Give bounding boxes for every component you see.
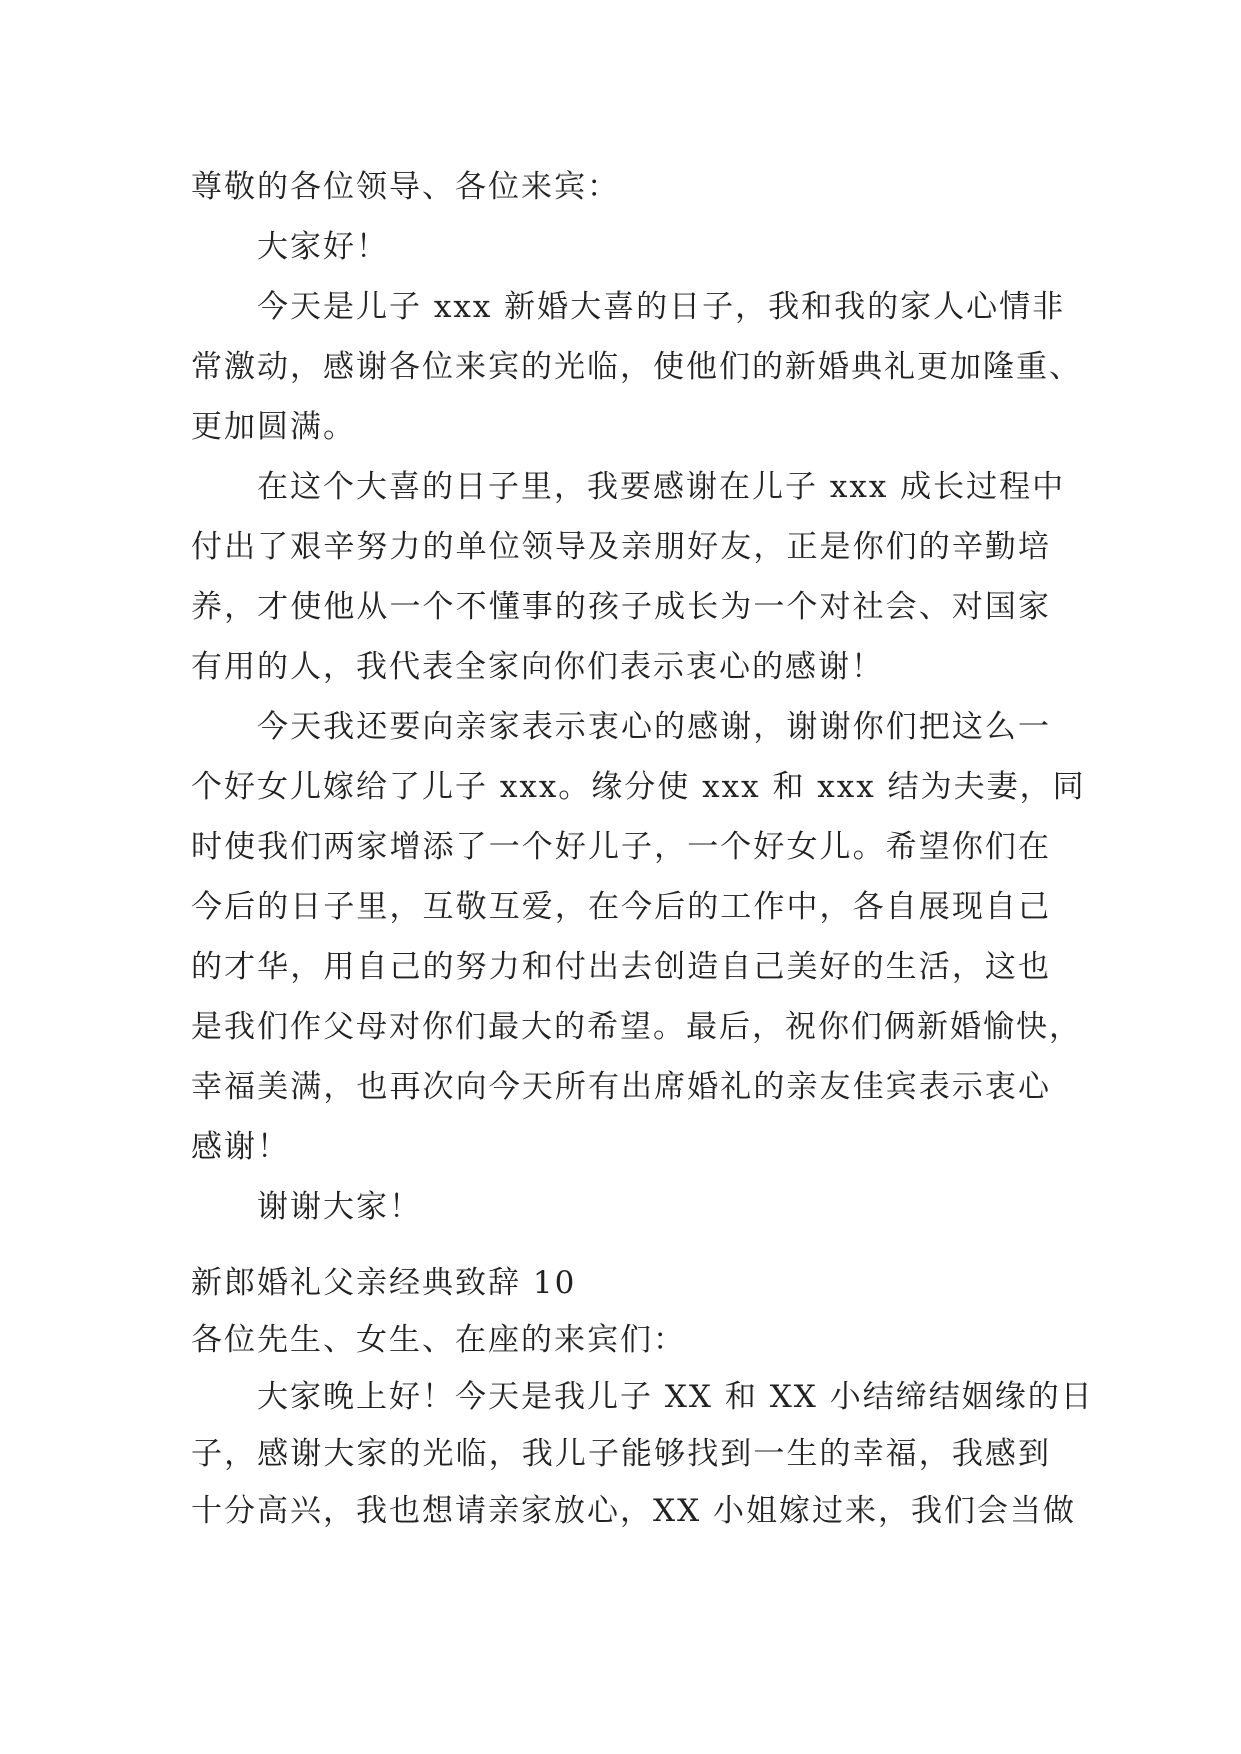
section-title: 新郎婚礼父亲经典致辞 10 (191, 1265, 577, 1301)
paragraph-line: 有用的人，我代表全家向你们表示衷心的感谢！ (191, 649, 884, 685)
paragraph-line: 时使我们两家增添了一个好儿子，一个好女儿。希望你们在 (191, 829, 1051, 865)
paragraph-line: 付出了艰辛努力的单位领导及亲朋好友，正是你们的辛勤培 (191, 529, 1051, 565)
speech-two (191, 1255, 1094, 1540)
paragraph-line: 十分高兴，我也想请亲家放心，XX 小姐嫁过来，我们会当做 (191, 1493, 1076, 1529)
paragraph-line: 大家晚上好！今天是我儿子 XX 和 XX 小结缔结姻缘的日 (257, 1379, 1094, 1415)
hello-line: 大家好！ (257, 229, 389, 265)
paragraph-line: 常激动，感谢各位来宾的光临，使他们的新婚典礼更加隆重、 (191, 349, 1082, 385)
paragraph-line: 今后的日子里，互敬互爱，在今后的工作中，各自展现自己 (191, 889, 1051, 925)
paragraph-line: 子，感谢大家的光临，我儿子能够找到一生的幸福，我感到 (191, 1436, 1051, 1472)
paragraph-line: 今天是儿子 xxx 新婚大喜的日子，我和我的家人心情非 (257, 289, 1066, 325)
greeting-line: 各位先生、女生、在座的来宾们： (191, 1322, 686, 1358)
paragraph-line: 养，才使他从一个不懂事的孩子成长为一个对社会、对国家 (191, 589, 1051, 625)
paragraph-line: 感谢！ (191, 1129, 290, 1165)
speech-one (191, 157, 1086, 1237)
closing-line: 谢谢大家！ (257, 1189, 422, 1225)
paragraph-line: 是我们作父母对你们最大的希望。最后，祝你们俩新婚愉快， (191, 1009, 1082, 1045)
paragraph-line: 的才华，用自己的努力和付出去创造自己美好的生活，这也 (191, 949, 1051, 985)
greeting-line: 尊敬的各位领导、各位来宾： (191, 169, 620, 205)
paragraph-line: 今天我还要向亲家表示衷心的感谢，谢谢你们把这么一 (257, 709, 1051, 745)
paragraph-line: 在这个大喜的日子里，我要感谢在儿子 xxx 成长过程中 (257, 469, 1066, 505)
paragraph-line: 个好女儿嫁给了儿子 xxx。缘分使 xxx 和 xxx 结为夫妻，同 (191, 769, 1086, 805)
paragraph-line: 更加圆满。 (191, 409, 356, 445)
paragraph-line: 幸福美满，也再次向今天所有出席婚礼的亲友佳宾表示衷心 (191, 1069, 1051, 1105)
